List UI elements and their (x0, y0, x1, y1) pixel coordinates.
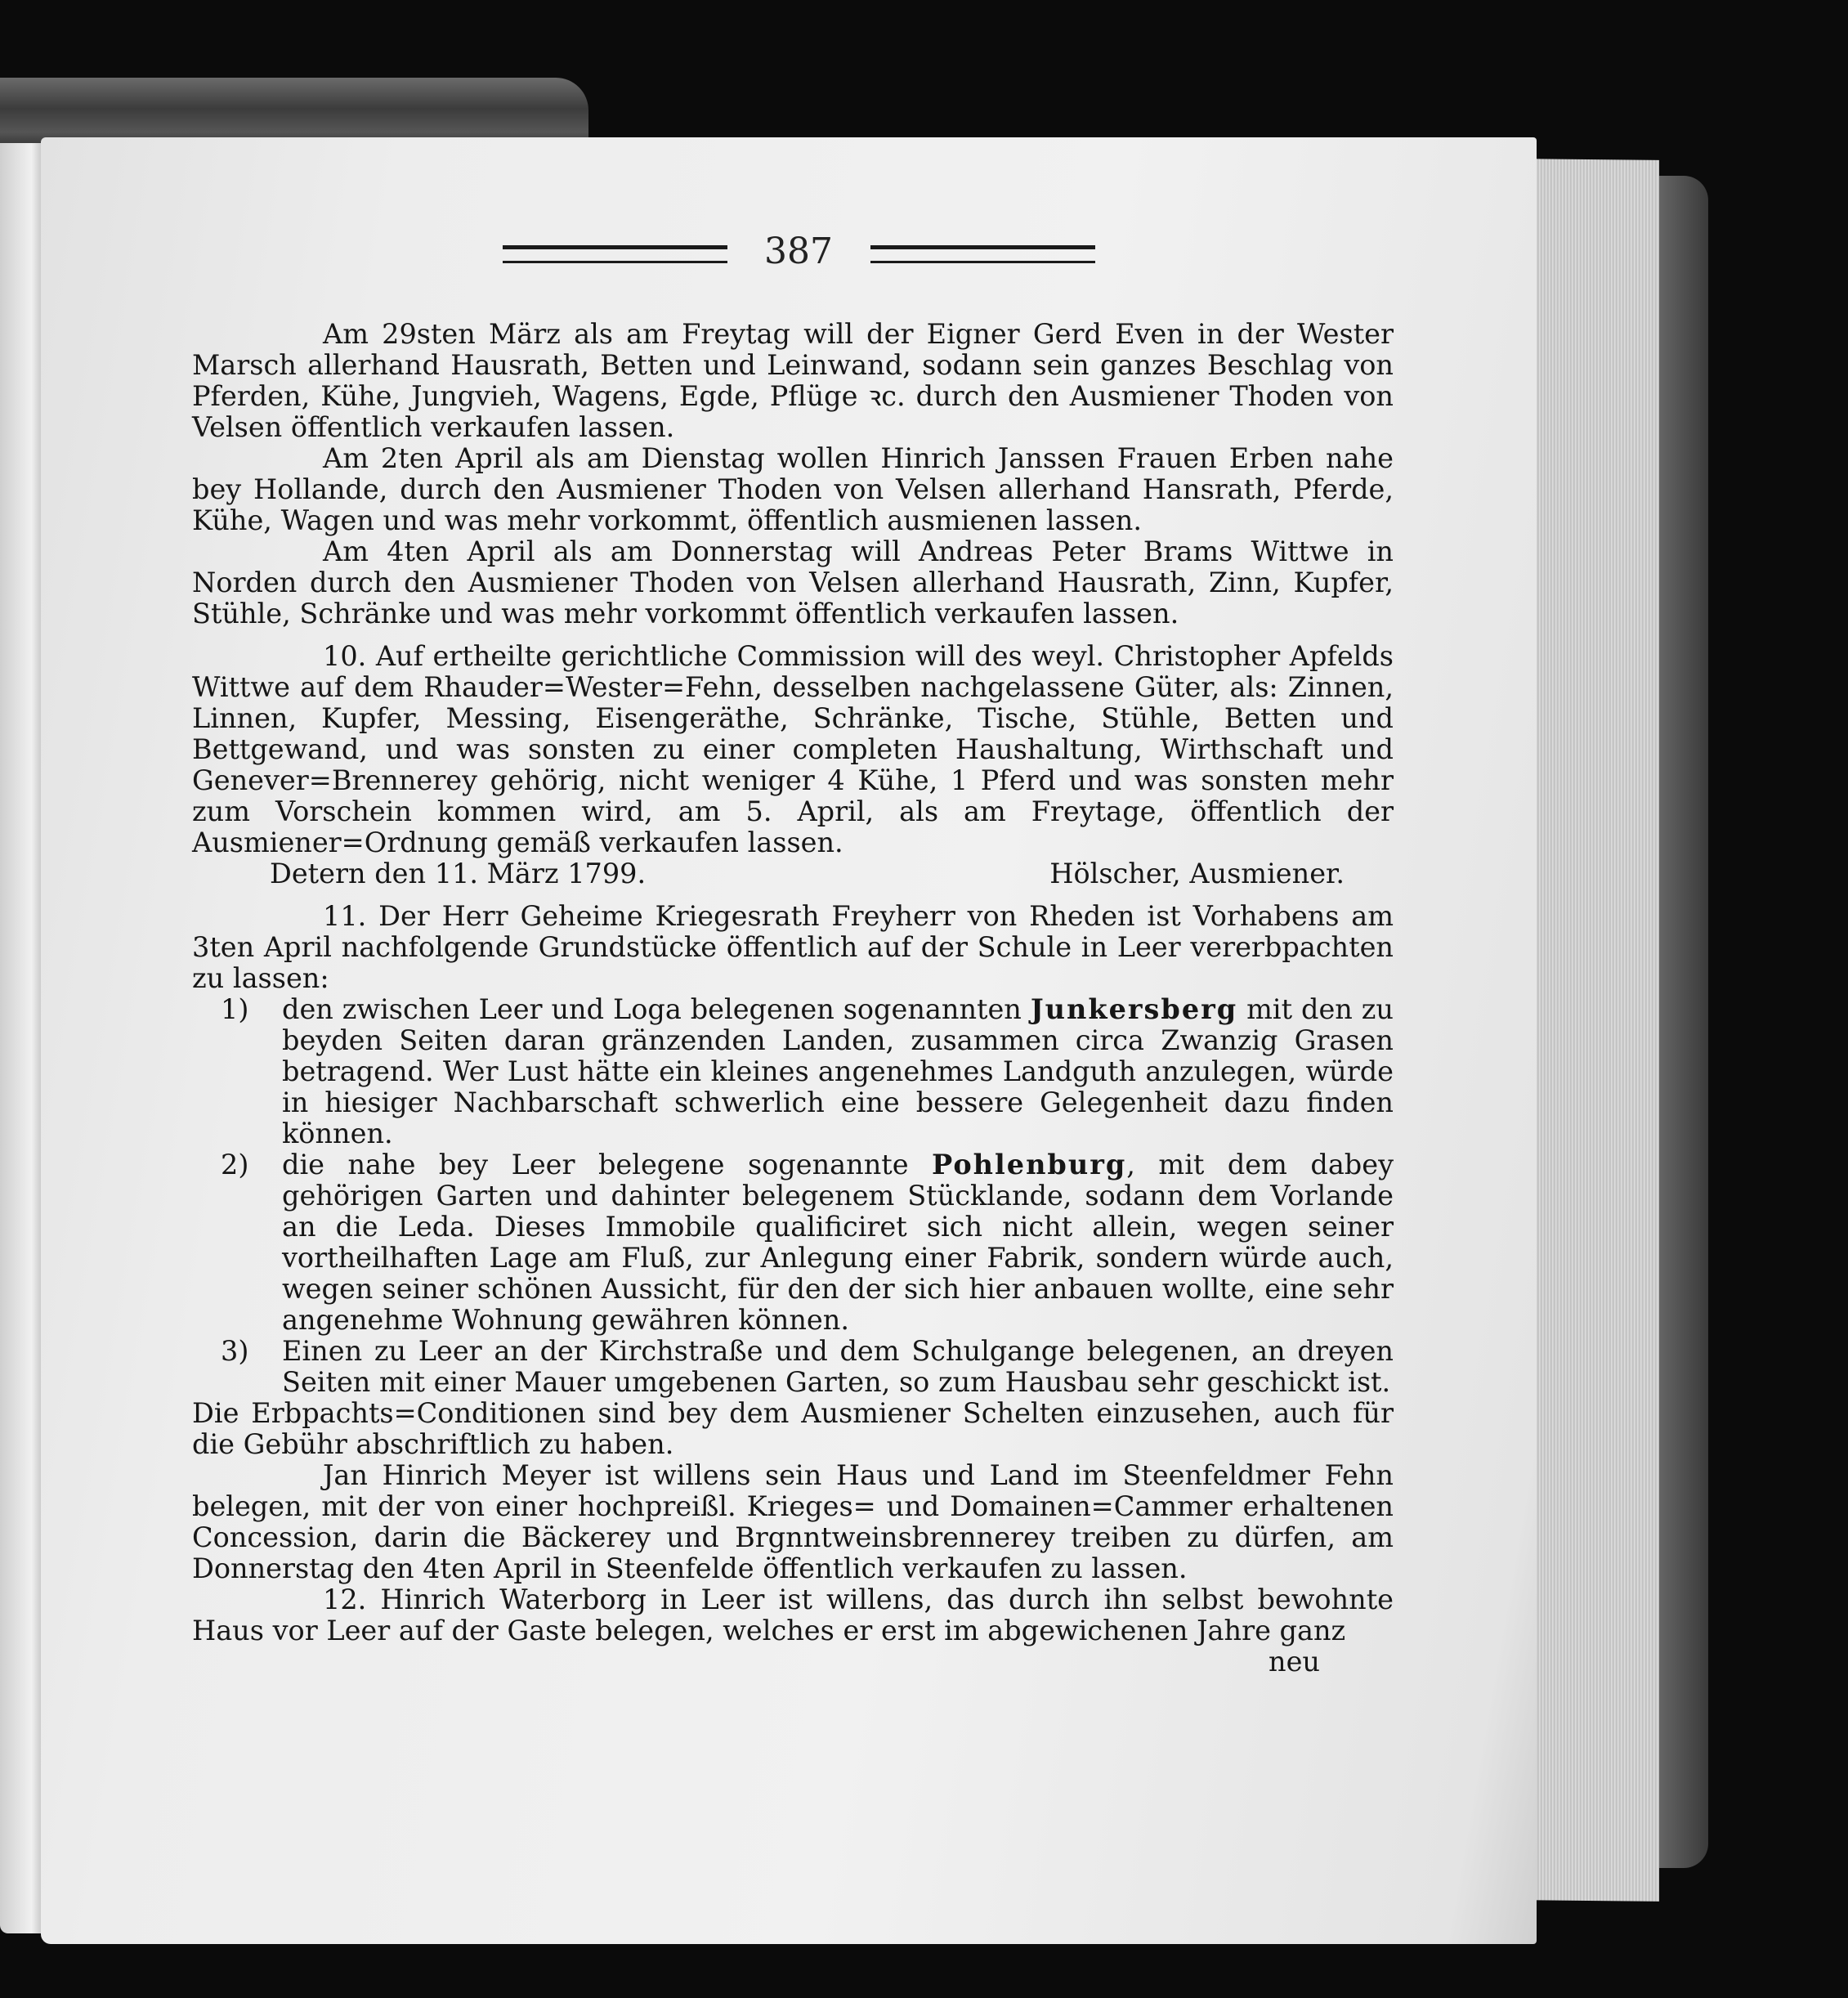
list-item (192, 1149, 1394, 1336)
left-page-edge (0, 143, 45, 1933)
list-item-number: 1) (221, 993, 249, 1025)
list-item (192, 994, 1394, 1149)
page-edges (1520, 159, 1659, 1902)
paragraph-item-11: 11. Der Herr Geheime Kriegesrath Freyherr von Rheden ist Vorhabens am 3ten April nachfolgende Grundstücke öffentlich auf der Schule in Leer vererbpachten zu lassen: (192, 900, 1394, 994)
list-item-text: Einen zu Leer an der Kirchstraße und dem Schulgange belegenen, an dreyen Seiten mit einer Mauer umgebenen Garten, so zum Hausbau sehr geschickt ist. (282, 1335, 1394, 1398)
list-item-highlight: Junkersberg (1030, 993, 1238, 1025)
list-item-text: mit den zu beyden Seiten daran gränzenden Landen, zusammen circa Zwanzig Grasen betragend. Wer Lust hätte ein kleines angenehmes Landguth anzulegen, würde in hiesiger Nachbarschaft schwerlich eine bessere Gelegenheit dazu finden können. (282, 993, 1394, 1149)
list-item-number: 3) (221, 1335, 249, 1367)
list-item (192, 1336, 1394, 1398)
paragraph-brams: Am 4ten April als am Donnerstag will Andreas Peter Brams Wittwe in Norden durch den Ausmiener Thoden von Velsen allerhand Hausrath, Zinn, Kupfer, Stühle, Schränke und was mehr vorkommt öffentlich verkaufen lassen. (192, 535, 1394, 629)
list-item-text: die nahe bey Leer belegene sogenannte (282, 1149, 933, 1180)
paragraph-conditions: Die Erbpachts=Conditionen sind bey dem Ausmiener Schelten einzusehen, auch für die Gebühr abschriftlich zu haben. (192, 1397, 1394, 1460)
paragraph-even: Am 29sten März als am Freytag will der Eigner Gerd Even in der Wester Marsch allerhand Hausrath, Betten und Leinwand, sodann sein ganzes Beschlag von Pferden, Kühe, Jungvieh, Wagens, Egde, Pflüge ꝛc. durch den Ausmiener Thoden von Velsen öffentlich verkaufen lassen. (192, 318, 1394, 443)
list-item-text: den zwischen Leer und Loga belegenen sogenannten (282, 993, 1031, 1025)
signature-name: Hölscher, Ausmiener. (1049, 858, 1345, 889)
list-item-text: , mit dem dabey gehörigen Garten und dahinter belegenem Stücklande, sodann dem Vorlande an die Leda. Dieses Immobile qualificiret sich nicht allein, wegen seiner vortheilhaften Lage am Fluß, zur Anlegung einer Fabrik, sondern würde auch, wegen seiner schönen Aussicht, für den der sich hier anbauen wollte, eine sehr angenehme Wohnung gewähren können. (282, 1149, 1394, 1336)
header-rule-right (870, 245, 1095, 263)
signature-place-date: Detern den 11. März 1799. (270, 858, 647, 889)
paragraph-item-12: 12. Hinrich Waterborg in Leer ist willens, das durch ihn selbst bewohnte Haus vor Leer auf der Gaste belegen, welches er erst im abgewichenen Jahre ganz (192, 1584, 1394, 1646)
paragraph-item-10: 10. Auf ertheilte gerichtliche Commission will des weyl. Christopher Apfelds Wittwe auf dem Rhauder=Wester=Fehn, desselben nachgelassene Güter, als: Zinnen, Linnen, Kupfer, Messing, Eisengeräthe, Schränke, Tische, Stühle, Betten und Bettgewand, und was sonsten zu einer completen Haushaltung, Wirthschaft und Genever=Brennerey gehörig, nicht weniger 4 Kühe, 1 Pferd und was sonsten mehr zum Vorschein kommen wird, am 5. April, als am Freytage, öffentlich der Ausmiener=Ordnung gemäß verkaufen lassen. (192, 640, 1394, 858)
header-rule-left (503, 245, 727, 263)
list-item-highlight: Pohlenburg (932, 1149, 1127, 1180)
page-text (192, 319, 1394, 1678)
paragraph-janssen: Am 2ten April als am Dienstag wollen Hinrich Janssen Frauen Erben nahe bey Hollande, durch den Ausmiener Thoden von Velsen allerhand Hansrath, Pferde, Kühe, Wagen und was mehr vorkommt, öffentlich ausmienen lassen. (192, 442, 1394, 536)
page-number: 387 (764, 231, 833, 272)
catchword: neu (1269, 1646, 1320, 1678)
paragraph-meyer: Jan Hinrich Meyer ist willens sein Haus und Land im Steenfeldmer Fehn belegen, mit der von einer hochpreißl. Krieges= und Domainen=Cammer erhaltenen Concession, darin die Bäckerey und Brgnntweinsbrennerey treiben zu dürfen, am Donnerstag den 4ten April in Steenfelde öffentlich verkaufen zu lassen. (192, 1459, 1394, 1584)
signature-line (192, 858, 1394, 889)
list-item-number: 2) (221, 1149, 249, 1180)
